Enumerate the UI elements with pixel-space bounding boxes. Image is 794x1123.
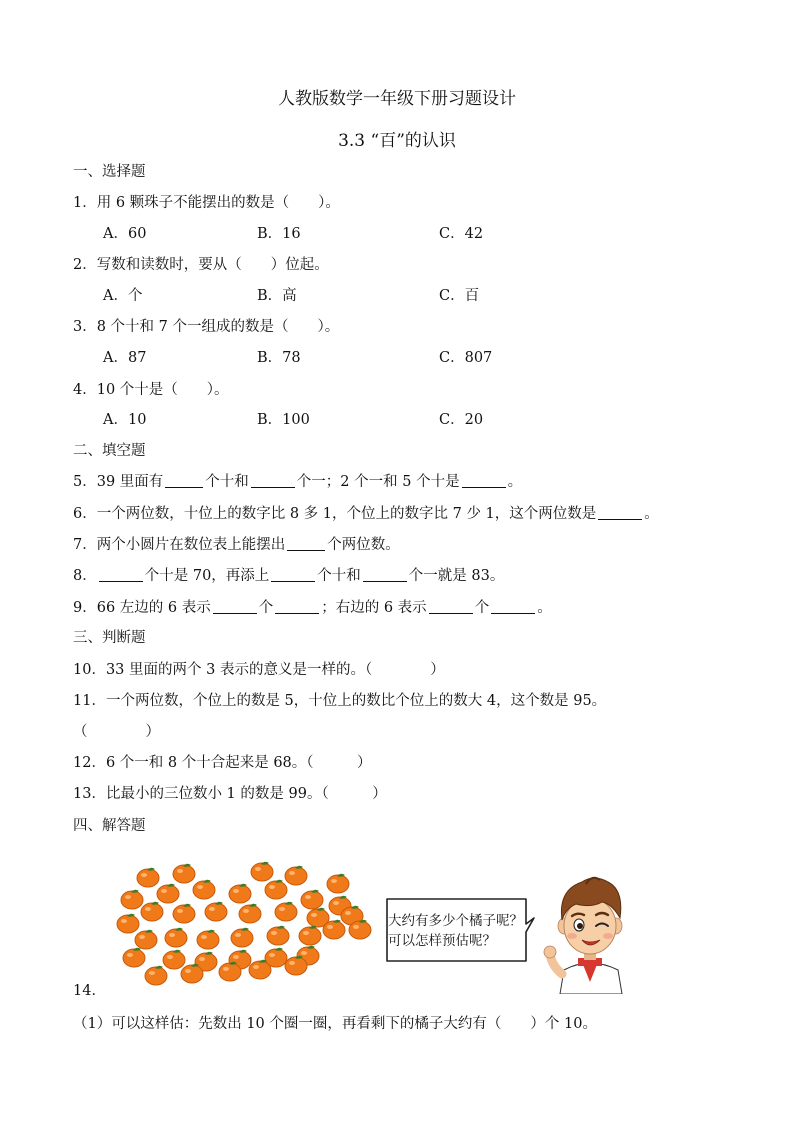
q9-text-2: 个	[258, 600, 274, 616]
question-11-parens: （ ）	[73, 724, 160, 740]
question-5	[73, 472, 522, 492]
q9-text-1: 9．66 左边的 6 表示	[73, 600, 211, 616]
document-title: 人教版数学一年级下册习题设计	[278, 89, 516, 109]
q9-text-4: 个	[474, 600, 490, 616]
orange-fruit-icon	[193, 880, 215, 899]
section-heading-answer: 四、解答题	[73, 818, 146, 834]
orange-fruit-icon	[135, 930, 157, 949]
question-12: 12．6 个一和 8 个十合起来是 68。（ ）	[73, 755, 372, 771]
question-9	[73, 598, 552, 618]
q8-text-2: 个十是 70，再添上	[144, 568, 270, 584]
orange-fruit-icon	[145, 966, 167, 985]
orange-fruit-icon	[205, 902, 227, 921]
question-14: 14．	[73, 983, 106, 999]
q8-text-4: 个一就是 83。	[408, 568, 505, 584]
q8-text-3: 个十和	[317, 568, 361, 584]
orange-fruit-icon	[165, 928, 187, 947]
q4-option-a: A．10	[103, 412, 147, 428]
orange-fruit-icon	[301, 890, 323, 909]
question-13: 13．比最小的三位数小 1 的数是 99。（ ）	[73, 786, 387, 802]
q1-option-a: A．60	[103, 226, 147, 242]
q5-text-4: 。	[507, 474, 523, 490]
question-4: 4．10 个十是（ ）。	[73, 382, 229, 398]
q1-option-b: B．16	[257, 226, 301, 242]
q3-option-a: A．87	[103, 350, 147, 366]
orange-fruit-icon	[123, 948, 145, 967]
bubble-line-2: 可以怎样预估呢？	[388, 933, 496, 949]
q2-option-c: C．百	[439, 288, 480, 304]
q2-option-b: B．高	[257, 288, 297, 304]
oranges-illustration	[112, 858, 382, 993]
q1-option-c: C．42	[439, 226, 484, 242]
answer-blank[interactable]	[213, 599, 257, 614]
answer-blank[interactable]	[287, 536, 325, 551]
orange-fruit-icon	[267, 926, 289, 945]
question-14-part-1: （1）可以这样估：先数出 10 个圈一圈，再看剩下的橘子大约有（ ）个 10。	[73, 1016, 597, 1032]
q8-text-1: 8．	[73, 568, 97, 584]
q3-option-b: B．78	[257, 350, 301, 366]
orange-fruit-icon	[327, 874, 349, 893]
orange-fruit-icon	[157, 884, 179, 903]
orange-fruit-icon	[229, 884, 251, 903]
answer-blank[interactable]	[491, 599, 535, 614]
orange-fruit-icon	[265, 880, 287, 899]
answer-blank[interactable]	[363, 567, 407, 582]
q2-option-a: A．个	[103, 288, 143, 304]
answer-blank[interactable]	[165, 473, 203, 488]
answer-blank[interactable]	[462, 473, 506, 488]
orange-fruit-icon	[141, 902, 163, 921]
section-heading-choice: 一、选择题	[73, 164, 146, 180]
boy-character-illustration	[542, 870, 638, 994]
orange-fruit-icon	[275, 902, 297, 921]
orange-fruit-icon	[137, 868, 159, 887]
orange-fruit-icon	[299, 926, 321, 945]
answer-blank[interactable]	[598, 505, 642, 520]
question-11: 11．一个两位数，个位上的数是 5，十位上的数比个位上的数大 4，这个数是 95。	[73, 693, 607, 709]
lesson-subtitle: 3.3 “百”的认识	[338, 131, 456, 151]
orange-fruit-icon	[173, 864, 195, 883]
orange-fruit-icon	[197, 930, 219, 949]
question-8	[73, 566, 504, 586]
section-heading-judge: 三、判断题	[73, 630, 146, 646]
question-1: 1．用 6 颗珠子不能摆出的数是（ ）。	[73, 195, 340, 211]
orange-fruit-icon	[239, 904, 261, 923]
q5-text-2: 个十和	[205, 474, 249, 490]
question-2: 2．写数和读数时，要从（ ）位起。	[73, 257, 329, 273]
orange-fruit-icon	[251, 862, 273, 881]
answer-blank[interactable]	[429, 599, 473, 614]
q3-option-c: C．807	[439, 350, 493, 366]
q9-text-5: 。	[537, 600, 552, 616]
q4-option-c: C．20	[439, 412, 484, 428]
orange-fruit-icon	[117, 914, 139, 933]
speech-bubble-text	[388, 911, 523, 951]
question-10: 10．33 里面的两个 3 表示的意义是一样的。（ ）	[73, 662, 445, 678]
section-heading-fill: 二、填空题	[73, 443, 146, 459]
answer-blank[interactable]	[251, 473, 295, 488]
q5-text-3: 个一；2 个一和 5 个十是	[296, 474, 460, 490]
q5-text-1: 5．39 里面有	[73, 474, 164, 490]
question-7	[73, 535, 400, 555]
q6-text-1: 6．一个两位数，十位上的数字比 8 多 1，个位上的数字比 7 少 1，这个两位数是	[73, 506, 597, 522]
q7-text-1: 7．两个小圆片在数位表上能摆出	[73, 537, 286, 553]
q6-text-2: 。	[644, 506, 659, 522]
question-6	[73, 504, 659, 524]
orange-fruit-icon	[173, 904, 195, 923]
bubble-line-1: 大约有多少个橘子呢？	[388, 913, 523, 929]
orange-fruit-icon	[285, 866, 307, 885]
orange-fruit-icon	[121, 890, 143, 909]
answer-blank[interactable]	[99, 567, 143, 582]
answer-blank[interactable]	[275, 599, 319, 614]
q7-text-2: 个两位数。	[327, 537, 400, 553]
answer-blank[interactable]	[271, 567, 315, 582]
orange-fruit-icon	[231, 928, 253, 947]
q4-option-b: B．100	[257, 412, 310, 428]
orange-fruit-icon	[163, 950, 185, 969]
question-3: 3．8 个十和 7 个一组成的数是（ ）。	[73, 319, 340, 335]
q9-text-3: ；右边的 6 表示	[321, 600, 427, 616]
